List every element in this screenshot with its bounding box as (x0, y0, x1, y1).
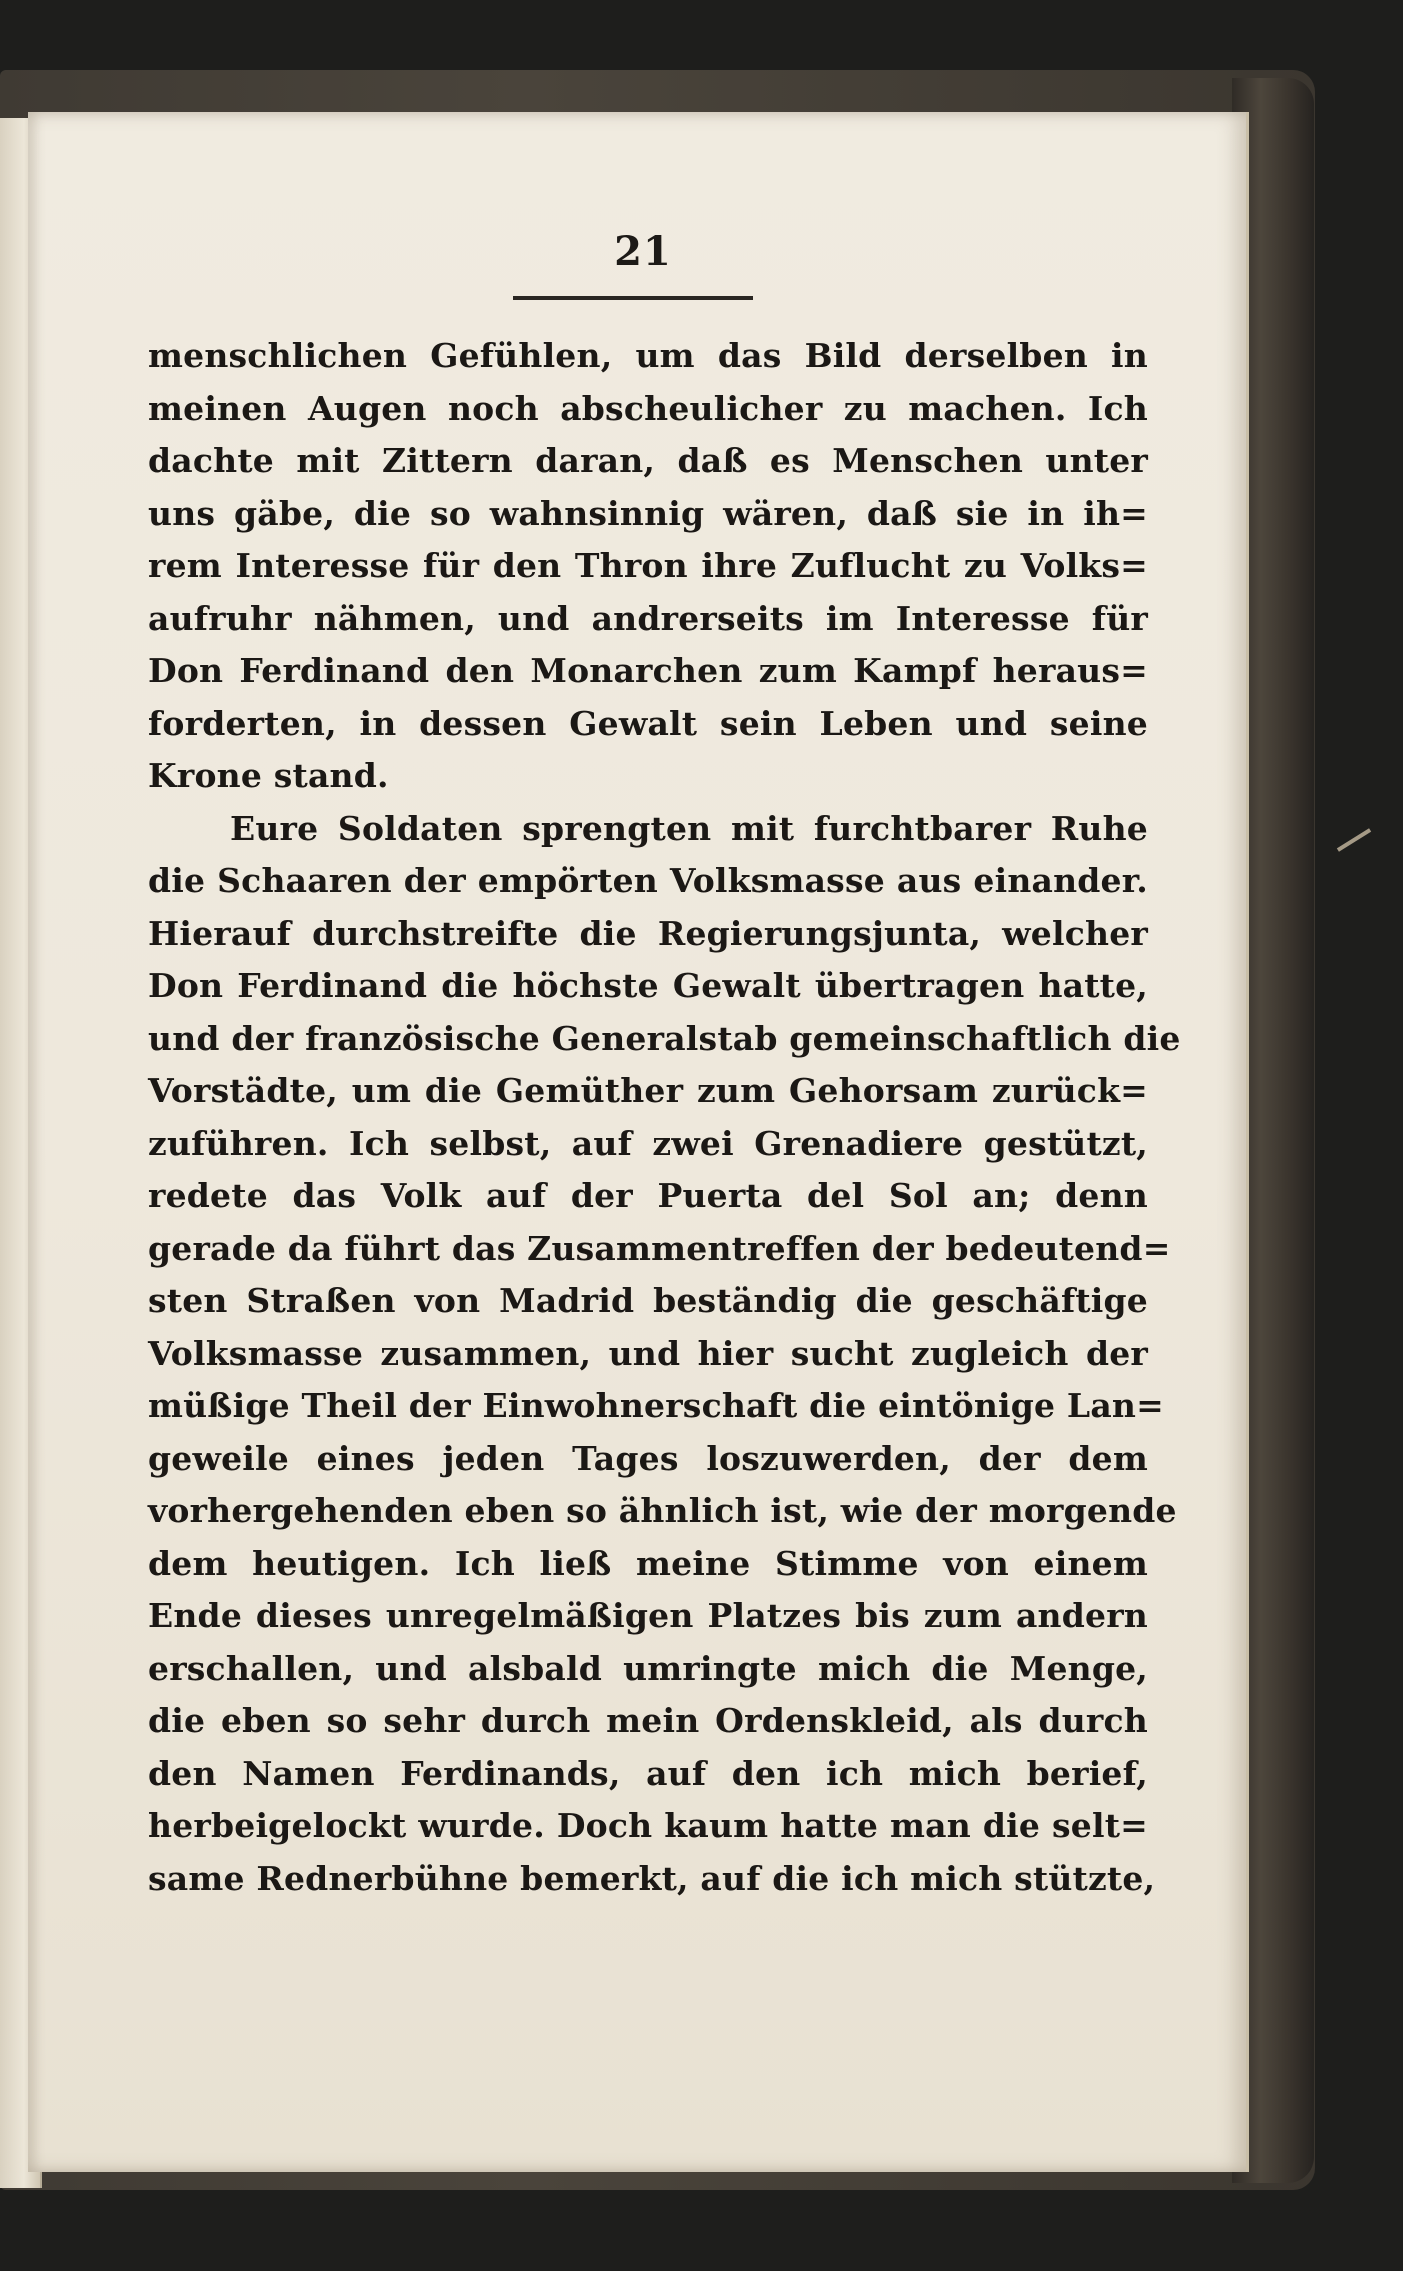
book-page (28, 112, 1249, 2172)
text-line: gerade da führt das Zusammentreffen der bedeutend= (148, 1228, 1171, 1268)
text-line: Don Ferdinand den Monarchen zum Kampf heraus= (148, 651, 1148, 690)
text-line: Ende dieses unregelmäßigen Platzes bis zum andern (148, 1596, 1148, 1635)
text-line: geweile eines jeden Tages loszuwerden, der dem (148, 1438, 1148, 1478)
body-text (148, 330, 1181, 1905)
text-line: Krone stand. (148, 756, 389, 795)
text-line: Volksmasse zusammen, und hier sucht zugleich der (148, 1333, 1148, 1373)
text-line: vorhergehenden eben so ähnlich ist, wie der morgende (148, 1491, 1177, 1530)
text-line: meinen Augen noch abscheulicher zu machen. Ich (148, 388, 1148, 428)
text-line: Hierauf durchstreifte die Regierungsjunta, welcher (148, 913, 1148, 953)
text-line: sten Straßen von Madrid beständig die geschäftige (148, 1281, 1148, 1320)
text-line: den Namen Ferdinands, auf den ich mich berief, (148, 1753, 1148, 1793)
text-line: zuführen. Ich selbst, auf zwei Grenadiere gestützt, (148, 1123, 1148, 1163)
text-line: Don Ferdinand die höchste Gewalt übertragen hatte, (148, 966, 1148, 1005)
text-line: herbeigelockt wurde. Doch kaum hatte man die selt= (148, 1806, 1148, 1845)
text-line: die eben so sehr durch mein Ordenskleid, als durch (148, 1701, 1148, 1740)
text-line: Eure Soldaten sprengten mit furchtbarer Ruhe (230, 808, 1148, 848)
text-line: und der französische Generalstab gemeinschaftlich die (148, 1018, 1181, 1058)
pencil-mark (1337, 828, 1371, 852)
page-number: 21 (614, 228, 672, 275)
text-line: rem Interesse für den Thron ihre Zuflucht zu Volks= (148, 546, 1148, 585)
text-line: müßige Theil der Einwohnerschaft die eintönige Lan= (148, 1386, 1164, 1425)
text-line: redete das Volk auf der Puerta del Sol an; denn (148, 1176, 1148, 1215)
text-line: dem heutigen. Ich ließ meine Stimme von einem (148, 1543, 1148, 1583)
text-line: die Schaaren der empörten Volksmasse aus einander. (148, 861, 1148, 900)
text-line: menschlichen Gefühlen, um das Bild derselben in (148, 336, 1148, 375)
text-line: same Rednerbühne bemerkt, auf die ich mich stützte, (148, 1858, 1156, 1898)
text-line: erschallen, und alsbald umringte mich die Menge, (148, 1648, 1148, 1688)
text-line: uns gäbe, die so wahnsinnig wären, daß sie in ih= (148, 493, 1148, 533)
header-rule (513, 296, 753, 300)
text-line: Vorstädte, um die Gemüther zum Gehorsam zurück= (148, 1071, 1148, 1110)
text-line: dachte mit Zittern daran, daß es Menschen unter (148, 441, 1148, 480)
text-line: aufruhr nähmen, und andrerseits im Interesse für (148, 598, 1148, 638)
text-line: forderten, in dessen Gewalt sein Leben und seine (148, 703, 1148, 743)
